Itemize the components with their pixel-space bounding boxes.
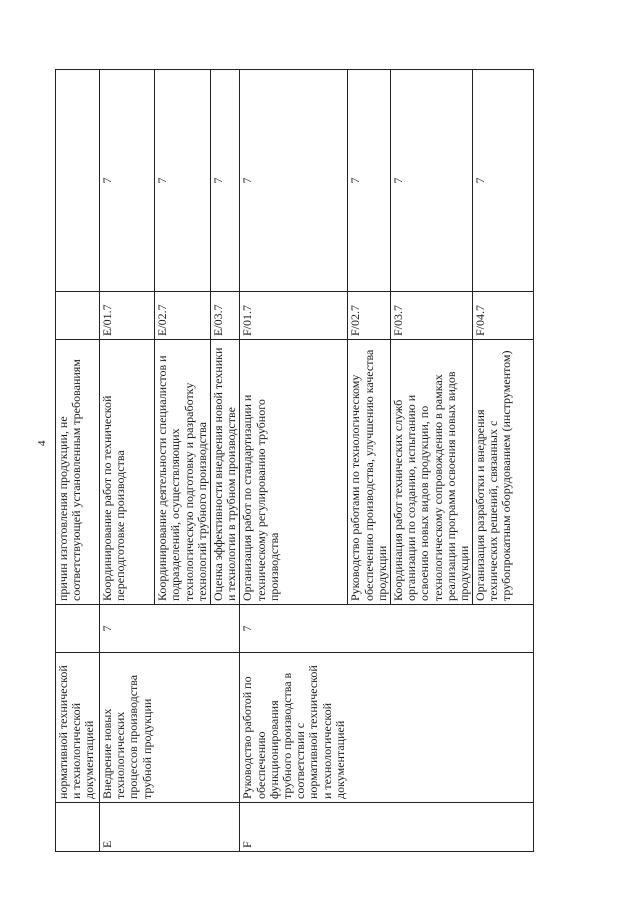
table-row (211, 70, 240, 852)
group-level-cell: 7 (100, 605, 155, 653)
function-name-cell: Организация работ по стандартизации и техническому регулированию трубного производства (240, 340, 348, 605)
group-code-cell (390, 803, 472, 852)
group-name-cell (473, 653, 534, 803)
group-name-cell: Руководство работой по обеспечению функционирования трубного производства в соответствии с нормативной технической и технологической документацией (240, 653, 348, 803)
group-code-cell (473, 803, 534, 852)
function-name-cell: Координация работ технических служб организации по созданию, испытанию и освоению новых видов продукции, по технологическому сопровождению в рамках реализации программ освоения новых видов продукции (390, 340, 472, 605)
table-row (473, 70, 534, 852)
function-code-cell: E/02.7 (155, 292, 211, 340)
function-name-cell: Координирование деятельности специалистов и подразделений, осуществляющих технологическую подготовку и разработку технологий трубного производства (155, 340, 211, 605)
function-level-cell: 7 (473, 70, 534, 292)
group-name-cell (155, 653, 211, 803)
function-name-cell: причин изготовления продукции, не соответствующей установленным требованиям (56, 340, 100, 605)
group-code-cell: F (240, 803, 348, 852)
group-code-cell: E (100, 803, 155, 852)
function-code-cell: F/03.7 (390, 292, 472, 340)
table-row (100, 70, 155, 852)
group-code-cell (56, 803, 100, 852)
function-level-cell: 7 (240, 70, 348, 292)
group-level-cell (155, 605, 211, 653)
function-code-cell: F/02.7 (348, 292, 391, 340)
function-level-cell: 7 (348, 70, 391, 292)
group-level-cell (473, 605, 534, 653)
table-row (348, 70, 391, 852)
group-code-cell (211, 803, 240, 852)
function-code-cell: F/04.7 (473, 292, 534, 340)
group-name-cell (348, 653, 391, 803)
group-level-cell (211, 605, 240, 653)
function-name-cell: Организация разработки и внедрения технических решений, связанных с трубопрокатным оборудованием (инструментом) (473, 340, 534, 605)
function-name-cell: Оценка эффективности внедрения новой техники и технологии в трубном производстве (211, 340, 240, 605)
rotated-table-container (55, 70, 514, 852)
page-number: 4 (36, 440, 48, 446)
group-level-cell: 7 (240, 605, 348, 653)
group-name-cell (211, 653, 240, 803)
function-level-cell: 7 (211, 70, 240, 292)
function-code-cell (56, 292, 100, 340)
table-row (155, 70, 211, 852)
table-row (390, 70, 472, 852)
group-name-cell (390, 653, 472, 803)
function-level-cell: 7 (155, 70, 211, 292)
function-name-cell: Координирование работ по технической переподготовке производства (100, 340, 155, 605)
group-level-cell (390, 605, 472, 653)
function-code-cell: E/01.7 (100, 292, 155, 340)
function-code-cell: E/03.7 (211, 292, 240, 340)
table-row (56, 70, 100, 852)
group-level-cell (348, 605, 391, 653)
function-name-cell: Руководство работами по технологическому обеспечению производства, улучшению качества продукции (348, 340, 391, 605)
function-level-cell: 7 (390, 70, 472, 292)
function-level-cell (56, 70, 100, 292)
function-level-cell: 7 (100, 70, 155, 292)
group-level-cell (56, 605, 100, 653)
table-row (240, 70, 348, 852)
group-code-cell (155, 803, 211, 852)
functions-table (55, 69, 534, 852)
group-name-cell: нормативной технической и технологической документацией (56, 653, 100, 803)
group-code-cell (348, 803, 391, 852)
group-name-cell: Внедрение новых технологических процессов производства трубной продукции (100, 653, 155, 803)
function-code-cell: F/01.7 (240, 292, 348, 340)
